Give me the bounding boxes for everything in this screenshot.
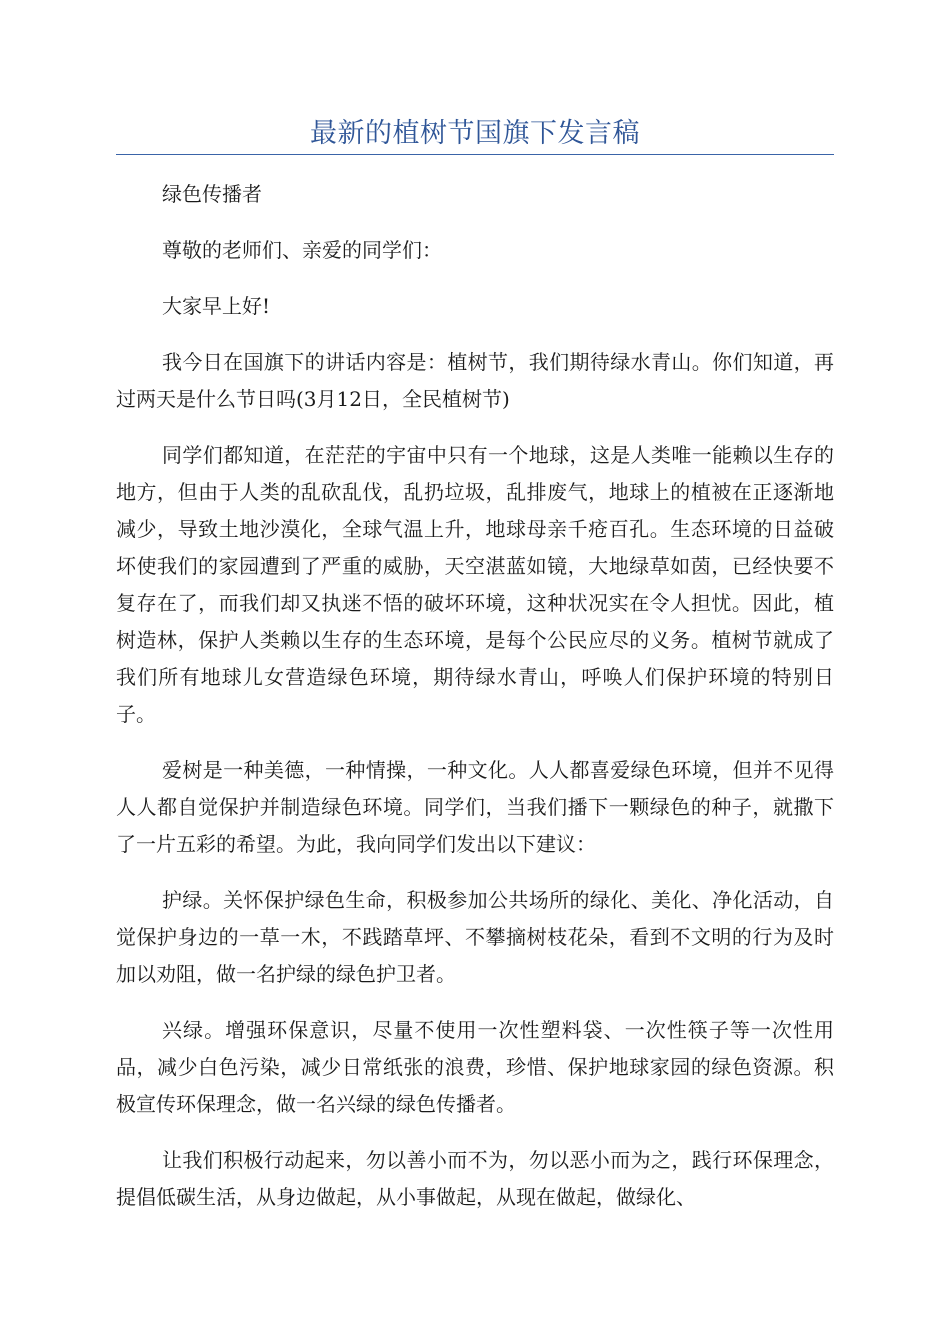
paragraph-subtitle: 绿色传播者 [162,182,262,206]
document-title: 最新的植树节国旗下发言稿 [310,118,640,149]
paragraph-salutation: 尊敬的老师们、亲爱的同学们： [162,238,442,262]
paragraph-protect-green: 护绿。关怀保护绿色生命，积极参加公共场所的绿化、美化、净化活动，自觉保护身边的一草一木，不践踏草坪、不攀摘树枝花朵，看到不文明的行为及时加以劝阻，做一名护绿的绿色护卫者。 [116,888,834,986]
paragraph-promote-green: 兴绿。增强环保意识，尽量不使用一次性塑料袋、一次性筷子等一次性用品，减少白色污染，减少日常纸张的浪费，珍惜、保护地球家园的绿色资源。积极宣传环保理念，做一名兴绿的绿色传播者。 [116,1018,834,1116]
paragraph-love-trees: 爱树是一种美德，一种情操，一种文化。人人都喜爱绿色环境，但并不见得人人都自觉保护并制造绿色环境。同学们，当我们播下一颗绿色的种子，就撒下了一片五彩的希望。为此，我向同学们发出以下建议： [116,758,834,856]
paragraph-greeting: 大家早上好! [162,294,271,318]
paragraph-intro: 我今日在国旗下的讲话内容是：植树节，我们期待绿水青山。你们知道，再过两天是什么节日吗(3月12日，全民植树节) [116,350,834,411]
title-underline [116,154,834,155]
paragraph-earth: 同学们都知道，在茫茫的宇宙中只有一个地球，这是人类唯一能赖以生存的地方，但由于人类的乱砍乱伐，乱扔垃圾，乱排废气，地球上的植被在正逐渐地减少，导致土地沙漠化，全球气温上升，地球母亲千疮百孔。生态环境的日益破坏使我们的家园遭到了严重的威胁，天空湛蓝如镜，大地绿草如茵，已经快要不复存在了，而我们却又执迷不悟的破坏环境，这种状况实在令人担忧。因此，植树造林，保护人类赖以生存的生态环境，是每个公民应尽的义务。植树节就成了我们所有地球儿女营造绿色环境，期待绿水青山，呼唤人们保护环境的特别日子。 [116,443,834,726]
paragraph-call-to-action: 让我们积极行动起来，勿以善小而不为，勿以恶小而为之，践行环保理念，提倡低碳生活，从身边做起，从小事做起，从现在做起，做绿化、 [116,1148,834,1209]
document-body [116,176,834,1235]
